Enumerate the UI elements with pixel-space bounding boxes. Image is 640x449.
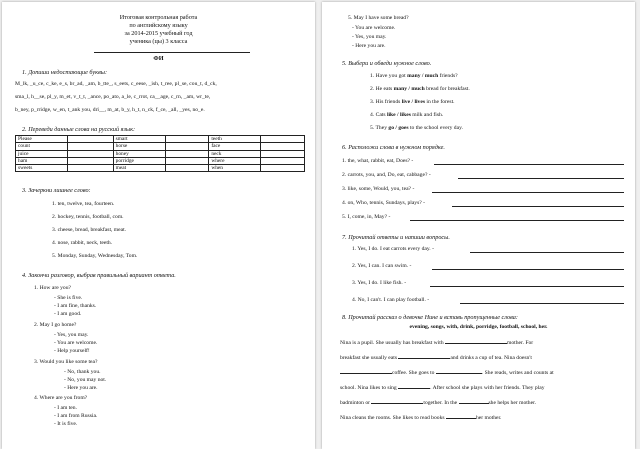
- header-line-1: Итоговая контрольная работа: [119, 14, 198, 21]
- story-line-5: [340, 398, 536, 407]
- story-line-2: [340, 353, 532, 362]
- table-cell: [261, 136, 305, 143]
- story-text: Nina cleans the rooms. She likes to read books: [340, 415, 446, 421]
- worksheet-page-right: [322, 2, 635, 449]
- task5-text: in the forest.: [425, 99, 455, 105]
- table-cell: sweets: [16, 165, 68, 172]
- story-blank[interactable]: [459, 398, 489, 404]
- task4-question-4: 4. Where are you from?: [34, 395, 88, 401]
- story-text: . She reads, writes and counts at: [481, 370, 554, 376]
- task3-item-4: 4. nose, rabbit, neck, teeth.: [52, 240, 113, 246]
- task4-title: 4. Закончи разговор, выбрав правильный вариант ответа.: [22, 272, 176, 279]
- task3-item-2: 2. hockey, tennis, football, com.: [52, 214, 124, 220]
- story-text: she helps her mother.: [488, 400, 537, 406]
- task5-text: friends?: [438, 73, 458, 79]
- task7-title: 7. Прочитай ответы и напиши вопросы.: [342, 234, 450, 241]
- table-row: [16, 157, 305, 164]
- task4-q5-option-2: - Yes, you may.: [352, 34, 387, 40]
- table-cell: meat: [113, 165, 165, 172]
- task2-title: 2. Переведи данные слова на русский язык:: [22, 126, 136, 133]
- story-blank[interactable]: [436, 368, 482, 374]
- table-cell: juice: [16, 150, 68, 157]
- task3-item-3: 3. cheese, bread, breakfast, meat.: [52, 227, 127, 233]
- table-cell: ham: [16, 157, 68, 164]
- answer-line[interactable]: [434, 164, 624, 165]
- task5-text: 1. Have you got: [370, 73, 408, 79]
- table-cell: [67, 143, 113, 150]
- task4-q5-option-1: - You are welcome.: [352, 25, 396, 31]
- table-cell: [67, 165, 113, 172]
- table-cell: horse: [113, 143, 165, 150]
- header-line-4: ученика (цы) 3 класса: [129, 38, 188, 45]
- table-cell: [165, 136, 209, 143]
- word-choice[interactable]: go / goes: [388, 125, 409, 131]
- task1-line-1: M_lk, _u_ce, c_ke, e_s, br_ad, _am, b_tte_, s_eets, c_eese, _ish, t_ree, pl_se, cou_t, d_ck,: [15, 81, 217, 87]
- table-cell: [165, 157, 209, 164]
- task1-line-3: b_ney, p_rridge, w_en, t_ank you, dri__, m_at, b_y, h_t, n_ck, f_ce, _all, _yes, no_e.: [15, 107, 205, 113]
- table-cell: neck: [209, 150, 261, 157]
- task1-title: 1. Допиши недостающие буквы:: [22, 69, 108, 76]
- header-line-2: по английскому языку: [129, 22, 188, 29]
- story-text: her mother.: [475, 415, 502, 421]
- task5-text: to the school every day.: [408, 125, 463, 131]
- task4-q2-option-1: - Yes, you may.: [54, 332, 89, 338]
- task5-text: milk and fish.: [410, 112, 444, 118]
- story-blank[interactable]: [371, 398, 423, 404]
- table-cell: honey: [113, 150, 165, 157]
- answer-line[interactable]: [452, 206, 624, 207]
- task4-question-5: 5. May I have some bread?: [348, 15, 409, 21]
- task6-item-3: 3. like, some, Would, you, tea? -: [342, 186, 415, 192]
- word-choice[interactable]: live / lives: [401, 99, 426, 105]
- word-bank: evening, songs, with, drink, porridge, football, school, her.: [409, 324, 548, 330]
- task6-title: 6. Расположи слова в нужном порядке.: [342, 144, 445, 151]
- table-cell: [67, 136, 113, 143]
- story-blank[interactable]: [445, 338, 507, 344]
- story-line-4: [340, 383, 545, 392]
- story-text: mother. For: [507, 340, 534, 346]
- answer-line[interactable]: [432, 269, 624, 270]
- task5-text: 3. His friends: [370, 99, 402, 105]
- task5-text: bread for breakfast.: [424, 86, 470, 92]
- task6-item-1: 1. the, what, rabbit, eat, Does? -: [342, 158, 414, 164]
- table-cell: count: [16, 143, 68, 150]
- story-line-1: [340, 338, 533, 347]
- word-choice[interactable]: many / much: [407, 73, 439, 79]
- task5-text: 2. He eats: [370, 86, 394, 92]
- story-text: badminton or: [340, 400, 372, 406]
- story-blank[interactable]: [446, 413, 476, 419]
- story-text: Nina is a pupil. She usually has breakfast with: [340, 340, 446, 346]
- task4-q4-option-1: - I am ten.: [54, 405, 77, 411]
- task7-item-2: 2. Yes, I can. I can swim. -: [352, 263, 412, 269]
- story-line-6: [340, 413, 501, 422]
- answer-line[interactable]: [460, 303, 624, 304]
- task4-q2-option-3: - Help yourself!: [54, 348, 90, 354]
- task7-item-3: 3. Yes, I do. I like fish. -: [352, 280, 407, 286]
- word-choice[interactable]: many / much: [393, 86, 425, 92]
- task5-text: 4. Cats: [370, 112, 387, 118]
- name-line: [94, 52, 250, 53]
- task5-item-4: [370, 113, 443, 119]
- task4-q3-option-3: - Here you are.: [64, 385, 98, 391]
- task3-item-1: 1. ten, twelve, tea, fourteen.: [52, 201, 115, 207]
- word-choice[interactable]: like / likes: [386, 112, 411, 118]
- task4-question-3: 3. Would you like some tea?: [34, 359, 98, 365]
- table-cell: [67, 150, 113, 157]
- task4-q4-option-3: - It is five.: [54, 421, 78, 427]
- task7-item-1: 1. Yes, I do. I eat carrots every day. -: [352, 246, 434, 252]
- answer-line[interactable]: [430, 286, 624, 287]
- table-cell: face: [209, 143, 261, 150]
- table-cell: [261, 157, 305, 164]
- table-cell: [261, 143, 305, 150]
- table-cell: smart: [113, 136, 165, 143]
- story-text: coffee. She goes to: [392, 370, 436, 376]
- task4-question-1: 1. How are you?: [34, 285, 71, 291]
- story-text: breakfast she usually eats: [340, 355, 399, 361]
- table-cell: [165, 143, 209, 150]
- table-row: [16, 165, 305, 172]
- task5-text: 5. They: [370, 125, 389, 131]
- task4-q3-option-1: - No, thank you.: [64, 369, 101, 375]
- task3-title: 3. Зачеркни лишнее слово:: [22, 187, 91, 194]
- task4-q1-option-2: - I am fine, thanks.: [54, 303, 97, 309]
- story-line-3: [340, 368, 554, 377]
- story-blank[interactable]: [340, 368, 392, 374]
- answer-line[interactable]: [432, 192, 624, 193]
- table-cell: porridge: [113, 157, 165, 164]
- task5-title: 5. Выбери и обведи нужное слово.: [342, 60, 432, 67]
- table-cell: [165, 150, 209, 157]
- task1-line-2: sma_l, h__se, pl_y, m_et, v_t_t, _ance, po_ato, a_le, c_rrot, ca__age, c_rn, _am, wr_te,: [15, 94, 211, 100]
- task5-item-3: [370, 100, 455, 106]
- table-row: [16, 150, 305, 157]
- task4-question-2: 2. May I go home?: [34, 322, 77, 328]
- fio-label: ФИ: [153, 55, 164, 62]
- table-cell: when: [209, 165, 261, 172]
- table-row: [16, 136, 305, 143]
- answer-line[interactable]: [410, 220, 624, 221]
- header-line-3: за 2014-2015 учебный год: [124, 30, 193, 37]
- task4-q2-option-2: - You are welcome.: [54, 340, 98, 346]
- task3-item-5: 5. Monday, Sunday, Wednesday, Tom.: [52, 253, 138, 259]
- task6-item-5: 5. I, come, in, May? -: [342, 214, 391, 220]
- table-cell: [261, 165, 305, 172]
- worksheet-page-left: [2, 2, 315, 449]
- answer-line[interactable]: [458, 178, 624, 179]
- table-cell: [261, 150, 305, 157]
- task4-q1-option-1: - She is five.: [54, 295, 83, 301]
- task4-q5-option-3: - Here you are.: [352, 43, 386, 49]
- table-cell: teeth: [209, 136, 261, 143]
- story-blank[interactable]: [398, 353, 450, 359]
- task5-item-5: [370, 126, 463, 132]
- story-blank[interactable]: [398, 383, 430, 389]
- table-cell: [67, 157, 113, 164]
- task6-item-4: 4. on, Who, tennis, Sundays, plays? -: [342, 200, 426, 206]
- task5-item-1: [370, 74, 458, 80]
- task6-item-2: 2. carrots, you, and, Do, eat, cabbage? -: [342, 172, 431, 178]
- table-cell: where: [209, 157, 261, 164]
- task4-q3-option-2: - No, you may not.: [64, 377, 107, 383]
- task8-title: 8. Прочитай рассказ о девочке Нине и вставь пропущенные слова:: [342, 314, 518, 321]
- story-text: together. In the: [423, 400, 459, 406]
- task4-q4-option-2: - I am from Russia.: [54, 413, 98, 419]
- task4-q1-option-3: - I am good.: [54, 311, 82, 317]
- story-text: . After school she plays with her friends. They play: [430, 385, 545, 391]
- table-cell: [165, 165, 209, 172]
- table-row: [16, 143, 305, 150]
- task5-item-2: [370, 87, 470, 93]
- story-text: school. Nina likes to sing: [340, 385, 399, 391]
- story-text: and drinks a cup of tea. Nina doesn't: [450, 355, 532, 361]
- task7-item-4: 4. No, I can't. I can play football. -: [352, 297, 430, 303]
- answer-line[interactable]: [470, 252, 624, 253]
- translation-table: [15, 135, 305, 172]
- table-cell: Please: [16, 136, 68, 143]
